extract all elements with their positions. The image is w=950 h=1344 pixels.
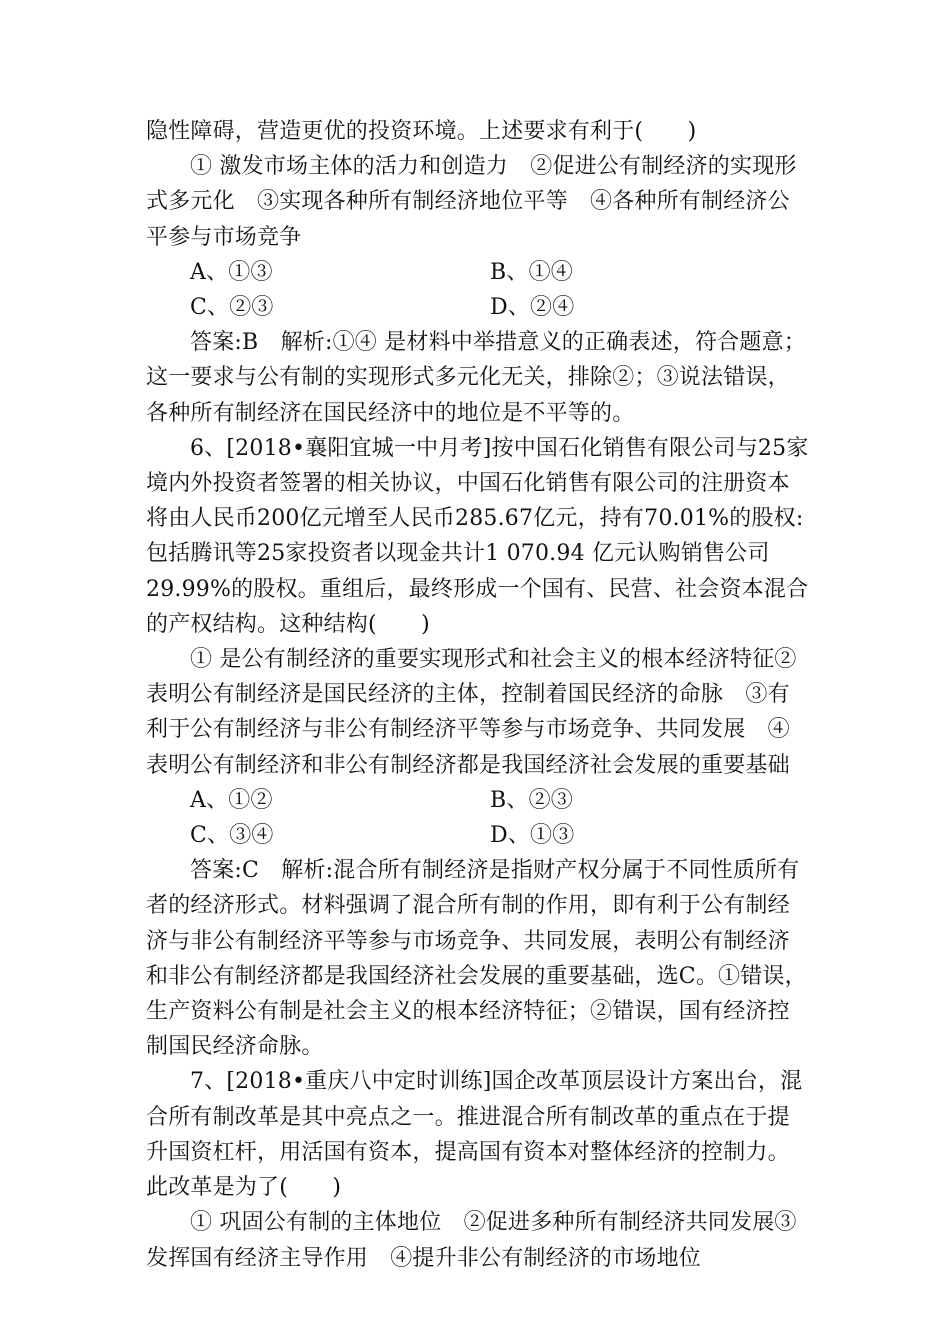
q6-answer: 答案:C 解析:混合所有制经济是指财产权分属于不同性质所有者的经济形式。材料强调了混合所有制的作用，即有利于公有制经济与非公有制经济平等参与市场竞争、共同发展，表明公有制经济和非公有制经济都是我国经济社会发展的重要基础，选C。①错误，生产资料公有制是社会主义的根本经济特征；②错误，国有经济控制国民经济命脉。 [146, 858, 807, 1060]
q7-stem: 7、[2018•重庆八中定时训练]国企改革顶层设计方案出台，混合所有制改革是其中亮点之一。推进混合所有制改革的重点在于提升国资杠杆，用活国有资本，提高国有资本对整体经济的控制力。此改革是为了( ) [146, 1069, 803, 1201]
q5-options-row-1 [146, 255, 810, 290]
q6-statements: ① 是公有制经济的重要实现形式和社会主义的根本经济特征②表明公有制经济是国民经济的主体，控制着国民经济的命脉 ③有利于公有制经济与非公有制经济平等参与市场竞争、共同发展 ④表明公有制经济和非公有制经济都是我国经济社会发展的重要基础 [146, 647, 797, 778]
q6-options-row-2 [146, 818, 810, 853]
q6-stem: 6、[2018•襄阳宜城一中月考]按中国石化销售有限公司与25家境内外投资者签署的相关协议，中国石化销售有限公司的注册资本将由人民币200亿元增至人民币285.67亿元，持有70.01%的股权:包括腾讯等25家投资者以现金共计1 070.94 亿元认购销售公司29.99%的股权。重组后，最终形成一个国有、民营、社会资本混合的产权结构。这种结构( ) [146, 435, 809, 637]
q6-option-a: A、①② [190, 787, 273, 813]
q6-option-d: D、①③ [490, 823, 575, 849]
q5-options-row-2 [146, 290, 810, 325]
q5-stem-tail: 隐性障碍，营造更优的投资环境。上述要求有利于( ) [146, 119, 697, 144]
q5-statements: ① 激发市场主体的活力和创造力 ②促进公有制经济的实现形式多元化 ③实现各种所有制经济地位平等 ④各种所有制经济公平参与市场竞争 [146, 154, 797, 250]
q5-option-d: D、②④ [490, 295, 575, 321]
q5-option-b: B、①④ [490, 259, 573, 285]
q5-option-a: A、①③ [190, 259, 273, 285]
q5-answer: 答案:B 解析:①④ 是材料中举措意义的正确表述，符合题意；这一要求与公有制的实现形式多元化无关，排除②；③说法错误，各种所有制经济在国民经济中的地位是不平等的。 [146, 330, 806, 426]
q6-option-b: B、②③ [490, 787, 573, 813]
q6-option-c: C、③④ [190, 823, 274, 849]
q5-option-c: C、②③ [190, 295, 274, 321]
q6-options-row-1 [146, 783, 810, 818]
q7-statements: ① 巩固公有制的主体地位 ②促进多种所有制经济共同发展③发挥国有经济主导作用 ④提升非公有制经济的市场地位 [146, 1210, 797, 1271]
